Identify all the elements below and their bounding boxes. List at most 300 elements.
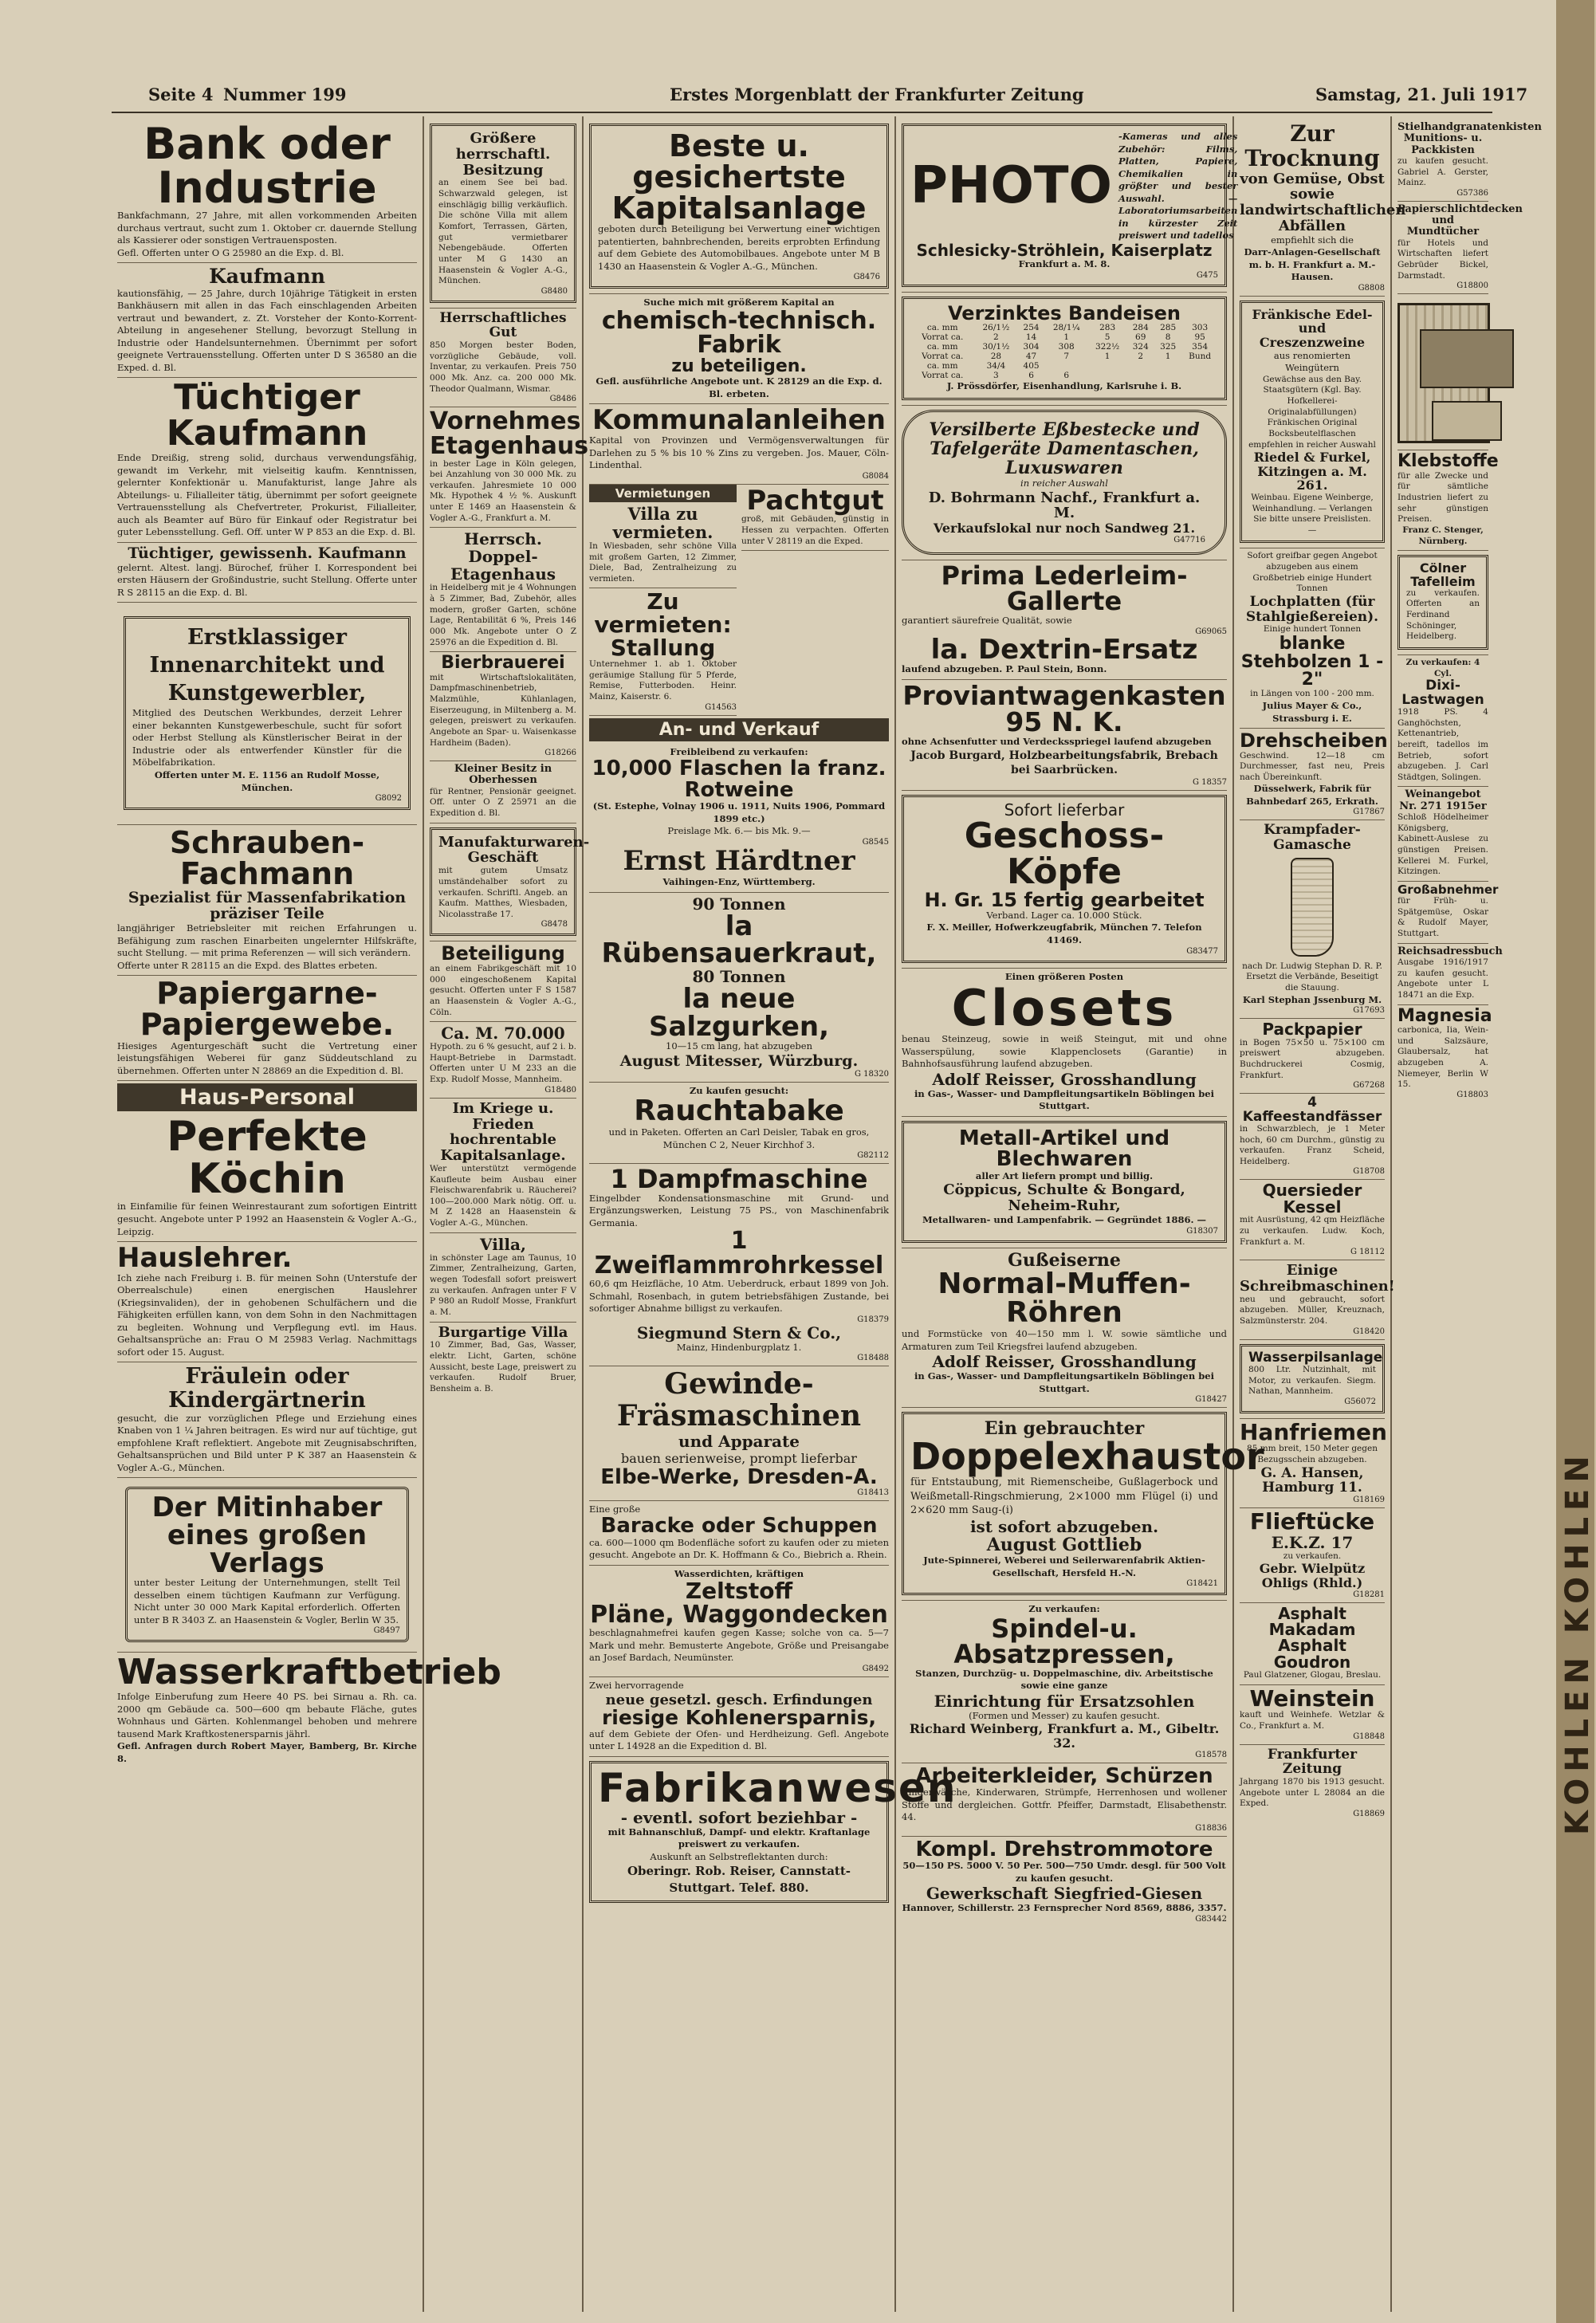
ad-seller: Franz C. Stenger, Nürnberg.	[1402, 525, 1484, 546]
ad-title: la neue Salzgurken,	[648, 983, 830, 1043]
ad-kommunalanleihen	[589, 404, 889, 484]
ad-address: Verkaufslokal nur noch Sandweg 21.	[933, 521, 1196, 537]
ad-quantity: 80 Tonnen	[692, 967, 786, 986]
ad-title: Klebstoffe	[1397, 451, 1499, 472]
ad-sauerkraut-salzgurken	[589, 893, 889, 1083]
ad-code: G18169	[1353, 1496, 1385, 1505]
ad-title: Dixi-Lastwagen	[1401, 678, 1484, 708]
ad-title: Villa zu vermieten.	[612, 503, 713, 542]
ad-lead: Zu verkaufen:	[1028, 1603, 1100, 1615]
ad-magnesia	[1397, 1005, 1492, 1103]
table-row	[910, 352, 1218, 361]
ad-code: G18281	[1353, 1590, 1385, 1599]
ad-lead: Zu verkaufen: 4 Cyl.	[1405, 658, 1480, 678]
ad-body: Kinderwäsche, Kinderwaren, Strümpfe, Herrenhosen und wollener Stoffe und dergleichen. Gottfr. Pfeiffer, Darmstadt, Elisabethenstr. 44.	[902, 1786, 1227, 1823]
ad-title: Closets	[951, 979, 1177, 1038]
gutter-text: KOHLEN KOHLEN	[1559, 1449, 1596, 1835]
ad-title: Perfekte Köchin	[167, 1113, 368, 1204]
ad-kaffeestandfaesser	[1240, 1094, 1385, 1180]
page-number: Seite 4	[148, 85, 214, 104]
ad-title: Der Mitinhaber eines großen Verlags	[151, 1492, 383, 1579]
ad-body: in schönster Lage am Taunus, 10 Zimmer, Zentralheizung, Garten, wegen Todesfall sofort preiswert zu verkaufen. Anfragen unter F V P 980 an Rudolf Mosse, Frankfurt a. M.	[430, 1252, 576, 1317]
ad-hauslehrer	[117, 1242, 417, 1362]
ad-code: G47716	[1173, 535, 1205, 544]
ad-body: in Einfamilie für feinen Weinrestaurant zum sofortigen Eintritt gesucht. Angebote unter P 1992 an Haasenstein & Vogler A.-G., Leipzig.	[117, 1201, 417, 1237]
table-row	[910, 342, 1218, 352]
ad-burgartige-villa	[430, 1323, 576, 1398]
ad-title: Beteiligung	[441, 942, 565, 965]
ad-trocknung	[1240, 120, 1406, 297]
ad-body: Ausgabe 1916/1917 zu kaufen gesucht. Angebote unter L 18471 an die Exp.	[1397, 957, 1488, 1000]
ad-code: G14563	[705, 702, 737, 712]
ad-bandeisen	[902, 293, 1227, 406]
ad-seller: J. Prössdörfer, Eisenhandlung, Karlsruhe i. B.	[946, 380, 1182, 392]
ad-arbeiterkleider	[902, 1763, 1227, 1837]
ad-title-2: la. Dextrin-Ersatz	[930, 633, 1198, 666]
ad-title: Erstklassiger Innenarchitekt und Kunstgewerbler,	[149, 625, 385, 706]
ad-lead: Zwei hervorragende	[589, 1680, 684, 1691]
ad-proviantwagenkasten	[902, 680, 1227, 792]
ad-title: Drehscheiben	[1240, 729, 1388, 753]
ad-title: Lochplatten (für Stahlgießereien).	[1245, 594, 1379, 625]
ad-title: Quersieder Kessel	[1262, 1181, 1362, 1217]
ad-code: G8480	[541, 286, 568, 296]
ad-code: G83442	[1195, 1914, 1227, 1924]
table-cell: Vorrat ca.	[922, 371, 964, 381]
ad-body: mit gutem Umsatz umständehalber sofort zu verkaufen. Schriftl. Angeb. an Kaufm. Matthes, Wiesbaden, Nicolasstraße 17.	[438, 866, 568, 919]
ad-lead: Suche mich mit größerem Kapital an	[643, 297, 835, 309]
ad-body: mit Bahnanschluß, Dampf- und elektr. Kraftanlage preiswert zu verkaufen.	[607, 1826, 871, 1850]
ad-title: 4 Kaffeestandfässer	[1242, 1095, 1382, 1125]
ad-title: Zur Trocknung	[1244, 120, 1380, 171]
ad-lead: Ein gebrauchter	[984, 1418, 1145, 1440]
ad-seller: August Mitesser, Würzburg.	[619, 1051, 859, 1070]
column-4	[896, 116, 1264, 2312]
table-row	[910, 332, 1218, 342]
ad-maker: Riedel & Furkel, Kitzingen a. M. 261.	[1253, 450, 1371, 493]
table-cell: 304	[1023, 342, 1040, 352]
ad-code: G 18320	[855, 1069, 889, 1079]
table-row	[910, 361, 1218, 371]
ad-code: G 18357	[1193, 778, 1227, 788]
ad-title: Weinstein	[1249, 1684, 1375, 1712]
bandeisen-table	[910, 323, 1218, 380]
section-band-vermietungen: Vermietungen	[589, 485, 737, 502]
table-cell: 3	[993, 371, 999, 381]
ad-grossabnehmer	[1397, 882, 1499, 944]
ad-hypothek-70000	[430, 1022, 576, 1099]
table-cell: 28	[990, 352, 1002, 362]
ad-seller: Adolf Reisser, Grosshandlung	[932, 1069, 1197, 1089]
ad-title: Packpapier	[1262, 1020, 1362, 1040]
ad-reichsadressbuch	[1397, 944, 1503, 1005]
table-cell: Vorrat ca.	[922, 332, 964, 343]
ad-body: zu kaufen gesucht. Gabriel A. Gerster, Mainz.	[1397, 155, 1488, 188]
ad-title: Beste u. gesichertste Kapitalsanlage	[611, 128, 867, 226]
ad-reference: Gefl. ausführliche Angebote unt. K 28129 an die Exp. d. Bl. erbeten.	[596, 375, 883, 399]
ad-body: Hiesiges Agenturgeschäft sucht die Vertretung einer leistungsfähigen Weberei für ganz Süddeutschland zu übernehmen. Offerten unter N 28869 an die Expedition d. Bl.	[117, 1040, 417, 1076]
ad-title: Villa,	[480, 1234, 526, 1254]
ad-dixi-lastwagen	[1397, 655, 1488, 787]
ad-geschoss-koepfe	[902, 791, 1227, 968]
ad-dampfmaschine	[589, 1164, 889, 1366]
ad-price: Preislage Mk. 6.— bis Mk. 9.—	[667, 825, 811, 837]
ad-body: und Formstücke von 40—150 mm l. W. sowie sämtliche und Armaturen zum Teil Kriegsfrei laufend abzugeben.	[902, 1328, 1227, 1352]
ad-title: Kompl. Drehstrommotore	[915, 1837, 1213, 1861]
ad-fraeulein	[117, 1362, 417, 1478]
ad-body: an einem Fabrikgeschäft mit 10 000 eingeschoßenem Kapital gesucht. Offerten unter F S 1587 an Haasenstein & Vogler A.-G., Cöln.	[430, 963, 576, 1017]
ad-title: Bank oder Industrie	[143, 119, 391, 214]
table-cell: 324	[1132, 342, 1149, 352]
ad-body: gesucht, die zur vorzüglichen Pflege und Erziehung eines Knaben von 1 ¼ Jahren beitragen. Es wird nur auf tüchtige, gut empfohlene Kraft reflektiert. Angebote mit Zeugnisabschriften, Gehaltsansprüchen und Bild unter P K 387 an Haasenstein & Vogler A.-G., München.	[117, 1412, 417, 1473]
ad-title: Fränkische Edel- und Creszenzweine	[1252, 306, 1373, 351]
table-cell: 69	[1135, 332, 1146, 343]
ad-lead: Einen größeren Posten	[1004, 970, 1124, 982]
ad-body: Infolge Einberufung zum Heere 40 PS. bei Sirnau a. Rh. ca. 2000 qm Gebäude ca. 500—600 qm bebaute Fläche, gutes Wohnhaus und Gärten. Kohlenmangel behoben und mehrere tausend Mark Kraftkostenersparnis jährl.	[117, 1691, 417, 1739]
ad-title: Asphalt Makadam Asphalt Goudron	[1268, 1603, 1356, 1672]
ad-stielhandgranatenkisten	[1397, 120, 1542, 202]
ad-body: groß, mit Gebäuden, günstig in Hessen zu verpachten. Offerten unter V 28119 an die Exped.	[741, 514, 889, 546]
ad-body: und in Paketen. Offerten an Carl Deisler, Tabak en gros, München C 2, Neuer Kirchhof 3.	[608, 1126, 870, 1150]
ad-body: Unternehmer 1. ab 1. Oktober geräumige Stallung für 5 Pferde, Remise, Futterboden. Heinr. Mainz, Kaiserstr. 6.	[589, 659, 737, 702]
ad-subtitle: ist sofort abzugeben.	[969, 1516, 1159, 1536]
column-6	[1392, 116, 1542, 2312]
ad-seller: Richard Weinberg, Frankfurt a. M., Gibeltr. 32.	[909, 1721, 1220, 1751]
ad-code: G18427	[1195, 1395, 1227, 1405]
table-cell: 322½	[1095, 342, 1120, 352]
table-cell: 30/1½	[982, 342, 1010, 352]
section-band-haus-personal: Haus-Personal	[117, 1083, 417, 1111]
table-cell: 7	[1063, 352, 1070, 362]
ad-code: G56072	[1344, 1397, 1376, 1406]
ad-body: Stanzen, Durchzüg- u. Doppelmaschine, div. Arbeitstische sowie eine ganze	[915, 1667, 1213, 1692]
ad-gewinde-fraesmaschinen	[589, 1366, 889, 1500]
table-cell: 14	[1025, 332, 1037, 343]
ad-seller: August Gottlieb	[986, 1534, 1142, 1555]
ad-body: 850 Morgen bester Boden, vorzügliche Gebäude, voll. Inventar, zu verkaufen. Preis 750 000 Mk. Anz. ca. 200 000 Mk. Theodor Qualmann, Wismar.	[430, 340, 576, 394]
table-cell: 2	[993, 332, 999, 343]
ad-title: Tüchtiger Kaufmann	[166, 377, 368, 454]
ad-code: G69065	[1195, 627, 1227, 636]
ad-body: für Früh- u. Spätgemüse, Oskar & Rudolf Mayer, Stuttgart.	[1397, 896, 1488, 939]
ad-title: Kaufmann	[209, 265, 325, 289]
ad-body: mit Ausrüstung, 42 qm Heizfläche zu verkaufen. Ludw. Koch, Frankfurt a. M.	[1240, 1215, 1386, 1247]
ad-asphalt	[1240, 1603, 1385, 1685]
ad-reference: Auskunft an Selbstreflektanten durch:	[650, 1850, 828, 1862]
ad-maker: Karl Stephan Jssenburg M.	[1242, 993, 1382, 1005]
ad-quersieder-kessel	[1240, 1180, 1385, 1260]
ad-subtitle: - eventl. sofort beziehbar -	[620, 1807, 858, 1827]
ad-body-2: (Formen und Messer) zu kaufen gesucht.	[969, 1709, 1160, 1721]
table-row	[910, 371, 1218, 380]
ad-innenarchitekt	[117, 603, 417, 825]
ad-title: Großabnehmer	[1397, 882, 1499, 897]
ad-title: Normal-Muffen-Röhren	[938, 1267, 1191, 1330]
ad-wasserkraftbetrieb	[117, 1652, 501, 1768]
ad-closets	[902, 969, 1227, 1117]
ad-title: Einige Schreibmaschinen!	[1240, 1262, 1395, 1295]
table-cell	[1127, 371, 1154, 380]
ad-title-2: blanke Stehbolzen 1 - 2"	[1240, 634, 1384, 690]
ad-code: G18488	[857, 1354, 889, 1363]
ad-flieftuecke	[1240, 1508, 1385, 1602]
ad-doppel-etagenhaus	[430, 528, 576, 652]
table-cell: Bund	[1189, 352, 1212, 362]
table-cell: 28/1¼	[1052, 323, 1080, 333]
ad-body: Schloß Hödelheimer Königsberg, Kabinett-Auslese zu günstigen Preisen. Kellerei M. Furkel, Kitzingen.	[1397, 812, 1488, 877]
ad-body: Gewächse aus den Bay. Staatsgütern (Kgl. Bay. Hofkellerei-Originalabfüllungen) Fränkischen Original Bocksbeutelflaschen empfehlen in reicher Auswahl	[1248, 374, 1376, 450]
ad-code: G18578	[1195, 1750, 1227, 1759]
table-cell: 254	[1023, 323, 1040, 333]
ad-title: Versilberte Eßbestecke und Tafelgeräte Damentaschen, Luxuswaren	[929, 419, 1200, 478]
ad-code: G17693	[1353, 1006, 1385, 1016]
ad-papiergarne	[117, 976, 417, 1081]
ad-title: Geschoss-Köpfe	[964, 815, 1165, 892]
table-cell: 283	[1099, 323, 1116, 333]
table-cell: 285	[1160, 323, 1177, 333]
ad-code: G18836	[1195, 1823, 1227, 1833]
section-band-an-und-verkauf: An- und Verkauf	[589, 718, 889, 741]
ad-agent: Oberingr. Rob. Reiser, Cannstatt-Stuttgart. Telef. 880.	[627, 1864, 851, 1895]
table-cell	[1181, 361, 1218, 371]
ad-title: Herrschaftliches Gut	[439, 309, 567, 341]
table-cell	[1127, 361, 1154, 371]
ad-title-2: riesige Kohlenersparnis,	[601, 1706, 877, 1730]
ad-code: G18480	[544, 1085, 576, 1095]
table-cell: ca. mm	[926, 323, 958, 333]
ad-title: Flieftücke	[1249, 1508, 1375, 1535]
ad-title: Krampfader-Gamasche	[1264, 822, 1361, 854]
ad-lead: Freibleibend zu verkaufen:	[670, 745, 808, 757]
stove-illustration	[1397, 303, 1490, 443]
ad-title: Herrsch. Doppel-Etagenhaus	[450, 529, 556, 584]
table-cell	[1181, 371, 1218, 380]
ad-herrschaftliche-besitzung	[430, 120, 576, 309]
binding-gutter	[1556, 0, 1594, 2323]
ad-title: Proviantwagenkasten 95 N. K.	[902, 679, 1226, 738]
ad-title: PHOTO	[910, 156, 1112, 216]
ad-title-2: Pläne, Waggondecken	[590, 1600, 888, 1629]
table-cell: 308	[1058, 342, 1075, 352]
ad-subtitle: Spezialist für Massenfabrikation präziser Teile	[128, 888, 407, 923]
ad-code: G18800	[1456, 281, 1488, 291]
ad-title: Doppelexhaustor	[910, 1435, 1264, 1479]
ad-body: für Rentner, Pensionär geeignet. Off. unter O Z 25971 an die Expedition d. Bl.	[430, 786, 576, 819]
ad-body: Jahrgang 1870 bis 1913 gesucht. Angebote unter L 28084 an die Exped.	[1240, 1776, 1385, 1809]
ad-lead: Zu kaufen gesucht:	[689, 1084, 789, 1096]
column-5	[1234, 116, 1406, 2312]
ad-seller: Gewerkschaft Siegfried-Giesen	[926, 1884, 1203, 1904]
ad-body: nach Dr. Ludwig Stephan D. R. P. Ersetzt die Verbände, Beseitigt die Stauung.	[1242, 961, 1382, 993]
ad-subtitle: aus renomierten Weingütern	[1273, 349, 1351, 374]
ad-title: Weinangebot Nr. 271 1915er	[1399, 788, 1487, 812]
ad-doppelexhaustor	[902, 1408, 1264, 1601]
ad-body: ca. 600—1000 qm Bodenfläche sofort zu kaufen oder zu mieten gesucht. Angebote an Dr. K. Hoffmann & Co., Biebrich a. Rhein.	[589, 1536, 889, 1561]
table-cell	[1088, 361, 1127, 371]
ad-title: Pachtgut	[746, 484, 884, 517]
table-cell: 95	[1194, 332, 1205, 343]
ad-code: G83477	[1186, 946, 1218, 956]
ad-maker: Jacob Burgard, Holzbearbeitungsfabrik, Brebach bei Saarbrücken.	[910, 749, 1218, 777]
ad-body: benau Steinzeug, sowie in weiß Steingut, mit und ohne Wasserspülung, sowie Klappenclosets (Garantie) in Bahnhofsausführung laufend abzugeben.	[902, 1033, 1227, 1070]
ad-stallung	[589, 588, 737, 715]
ad-body: neu und gebraucht, sofort abzugeben. Müller, Kreuznach, Salzmünsterstr. 204.	[1240, 1294, 1385, 1327]
table-cell: 8	[1165, 332, 1171, 343]
ad-body: in Schwarzblech, je 1 Meter hoch, 60 cm Durchm., günstig zu verkaufen. Franz Scheid, Heidelberg.	[1240, 1123, 1385, 1166]
ad-seller: Ernst Härdtner	[623, 844, 855, 877]
ad-code: G57386	[1456, 188, 1488, 198]
ad-hanfriemen	[1240, 1419, 1385, 1508]
ad-etagenhaus	[430, 407, 589, 528]
ad-shop: D. Bohrmann Nachf., Frankfurt a. M.	[928, 489, 1201, 522]
ad-body: 85 mm breit, 150 Meter gegen Bezugsschein abzugeben.	[1247, 1444, 1378, 1465]
ad-code: G18266	[544, 749, 576, 758]
ad-title: Verzinktes Bandeisen	[948, 301, 1181, 324]
table-cell: 325	[1160, 342, 1177, 352]
ad-weinangebot	[1397, 787, 1488, 881]
ad-body: 1918 PS. 4 Ganghöchsten, Kettenantrieb, bereift, tadellos im Betrieb, sofort abzugeben. J. Carl Städtgen, Solingen.	[1397, 706, 1488, 782]
ad-kapitalsanlage-auto	[589, 120, 889, 294]
table-cell: 6	[1028, 371, 1034, 381]
ad-title: chemisch-technisch. Fabrik	[601, 306, 877, 360]
ad-rotweine	[589, 744, 889, 893]
ad-body: 10 Zimmer, Bad, Gas, Wasser, elektr. Licht, Garten, schöne Aussicht, beste Lage, preiswert zu verkaufen. Rudolf Bruer, Bensheim a. B.	[430, 1340, 576, 1393]
column-1	[112, 116, 501, 2312]
ad-title: Prima Lederleim-Gallerte	[941, 560, 1188, 617]
ad-kapitalsanlage	[430, 1099, 576, 1233]
ad-body: empfiehlt sich die	[1271, 234, 1354, 246]
table-cell: ca. mm	[926, 342, 958, 352]
header-rule	[112, 112, 1492, 113]
ad-code: G 18112	[1350, 1248, 1385, 1257]
ad-title-2: Einrichtung für Ersatzsohlen	[934, 1691, 1195, 1711]
ad-seller: Adolf Reisser, Grosshandlung	[932, 1352, 1197, 1372]
table-cell: 2	[1138, 352, 1144, 362]
table-cell: 6	[1063, 371, 1070, 381]
ad-title: Kommunalanleihen	[592, 404, 886, 437]
ad-lead: Wasserdichten, kräftigen	[674, 1567, 804, 1579]
ad-subtitle: Metallwaren- und Lampenfabrik. — Gegründet 1886. —	[922, 1213, 1207, 1225]
ad-ofen-illustration	[1397, 294, 1488, 450]
ad-title: Bierbrauerei	[441, 653, 565, 674]
ad-title: Metall-Artikel und Blechwaren	[958, 1126, 1170, 1172]
ad-title: la Rübensauerkraut,	[601, 910, 877, 970]
ad-manufakturwaren	[430, 823, 590, 942]
table-cell: 303	[1192, 323, 1209, 333]
ad-title: Rauchtabake	[634, 1095, 844, 1128]
ad-body: Ich ziehe nach Freiburg i. B. für meinen Sohn (Unterstufe der Oberrealschule) einen energischen Hauslehrer (Kriegsinvaliden), der in gehobenen Schulfächern und die Fähigkeiten erfüllen kann, von dem Sohn in den Nachmittagen zu begleiten. Wohnung und Verpflegung evtl. im Haus. Gehaltsansprüche an: Frau O M 25983 Verlag. Nachmittags sofort oder 15. August.	[117, 1272, 417, 1358]
ad-code: G18869	[1353, 1809, 1385, 1818]
ad-seller: Gebr. Wielpütz Ohligs (Rhld.)	[1259, 1561, 1366, 1590]
ad-subtitle: in reicher Auswahl	[1020, 478, 1108, 489]
ad-subtitle: H. Gr. 15 fertig gearbeitet	[924, 888, 1205, 911]
issue-number: Nummer 199	[223, 85, 347, 104]
column-2	[424, 116, 590, 2312]
ad-body: Verband. Lager ca. 10.000 Stück.	[986, 909, 1142, 921]
ad-maker: Darr-Anlagen-Gesellschaft m. b. H. Frankfurt a. M.-Hausen.	[1244, 246, 1381, 283]
ad-reference: Offerte unter R 28115 an die Expd. des Blattes erbeten.	[117, 959, 378, 971]
ad-body: ohne Achsenfutter und Verdecksspriegel laufend abzugeben	[902, 736, 1212, 748]
ad-title: Vornehmes Etagenhaus	[430, 407, 589, 460]
ad-subtitle: von Gemüse, Obst sowie landwirtschaftlichen Abfällen	[1240, 170, 1406, 234]
table-cell: 26/1½	[982, 323, 1010, 333]
table-cell	[1154, 361, 1181, 371]
ad-reference: Gefl. Anfragen durch Robert Mayer, Bamberg, Br. Kirche 8.	[117, 1740, 417, 1764]
ad-body: aller Art liefern prompt und billig.	[975, 1169, 1154, 1181]
ad-title-2: 1 Zweiflammrohrkessel	[594, 1227, 884, 1279]
ad-rauchtabake	[589, 1083, 889, 1164]
ad-villa	[430, 1233, 576, 1323]
ad-code: G18803	[1456, 1090, 1488, 1099]
ad-krampfader-gamasche	[1240, 820, 1385, 1019]
ad-fabrikanwesen	[589, 1757, 957, 1908]
ad-detail: (St. Estephe, Volnay 1906 u. 1911, Nuits 1906, Pommard 1899 etc.)	[592, 800, 886, 824]
ad-code: G8545	[862, 837, 889, 847]
ad-body: an einem See bei bad. Schwarzwald gelegen, ist einschlägig billig verkäuflich. Die schöne Villa mit allem Komfort, Terrassen, Gärten, gut vermietbarer Nebengebäude. Offerten unter M G 1430 an Haasenstein & Vogler A.-G., München.	[438, 178, 568, 286]
ad-lederleim	[902, 560, 1227, 680]
ad-code: G8808	[1358, 283, 1385, 293]
ad-body: 50—150 PS. 5000 V. 50 Per. 500—750 Umdr. desgl. für 500 Volt zu kaufen gesucht.	[902, 1860, 1226, 1884]
ad-title: 1 Dampfmaschine	[610, 1164, 868, 1195]
ad-packpapier	[1240, 1019, 1385, 1094]
ad-code: G18413	[857, 1488, 889, 1497]
ad-seller: Siegmund Stern & Co.,	[636, 1323, 842, 1342]
ad-villa-vermieten	[589, 502, 737, 589]
ad-body: gelernt. Altest. langj. Bürochef, früher I. Korrespondent bei ersten Häusern der Großindustrie, sucht Stellung. Offerte unter R S 28115 an die Exp. d. Bl.	[117, 561, 417, 598]
ad-body: geboten durch Beteiligung bei Verwertung einer wichtigen patentierten, bahnbrechenden, bereits erprobten Erfindung auf dem Gebiete des Automobilbaues. Angebote unter M B 1430 an Haasenstein & Vogler A.-G., München.	[598, 223, 880, 272]
ad-code: G18379	[857, 1315, 889, 1324]
ad-lead: Gußeiserne	[1008, 1249, 1121, 1271]
ad-place: Jute-Spinnerei, Weberei und Seilerwarenfabrik Aktien-Gesellschaft, Hersfeld H.-N.	[923, 1555, 1205, 1578]
ad-maker: Cöppicus, Schulte & Bongard, Neheim-Ruhr,	[943, 1181, 1185, 1215]
table-cell: Vorrat ca.	[922, 352, 964, 362]
ad-title: Arbeiterkleider, Schürzen	[915, 1763, 1213, 1788]
ad-code: G8478	[541, 920, 568, 930]
table-cell	[1045, 361, 1088, 371]
ad-subtitle: und Apparate	[678, 1431, 800, 1451]
issue-date: Samstag, 21. Juli 1917	[1315, 85, 1528, 104]
ad-subtitle: E.K.Z. 17	[1271, 1532, 1354, 1552]
ad-body: In Wiesbaden, sehr schöne Villa mit großem Garten, 12 Zimmer, Diele, Bad, Zentralheizung zu vermieten.	[589, 540, 737, 584]
ad-body: Ende Dreißig, streng solid, durchaus verwendungsfähig, gewandt im Verkehr, mit vielseitig kaufm. Kenntnissen, gelernter Konfektionär u. Manufakturist, lange Jahre als Abteilungs- u. Filialleiter tätig, übernimmt per sofort geeignete Vertrauensstellung als Chefvertreter, Prokurist, Filialleiter, auch als Beamter auf Büro für Einkauf oder Registratur bei guter Lebensstellung. Gefl. Off. unter W P 853 an die Exp. d. Bl.	[117, 452, 417, 538]
ad-body: für alle Zwecke und für sämtliche Industrien liefert zu sehr günstigen Preisen.	[1397, 470, 1488, 525]
ad-muffen-roehren	[902, 1248, 1227, 1409]
ad-zeltstoff	[589, 1566, 889, 1677]
table-cell: 47	[1025, 352, 1037, 362]
ad-baracke	[589, 1501, 889, 1566]
ad-weinstein	[1240, 1685, 1385, 1745]
table-cell: 5	[1104, 332, 1111, 343]
ad-lead: Sofort lieferbar	[1004, 800, 1125, 820]
ad-title: Größere herrschaftl. Besitzung	[455, 130, 551, 179]
ad-title: Schrauben-Fachmann	[169, 825, 365, 891]
ad-title: Hanfriemen	[1240, 1418, 1387, 1445]
ad-place: Hannover, Schillerstr. 23 Fernsprecher Nord 8569, 8886, 3357.	[902, 1902, 1227, 1914]
ad-body: 10—15 cm lang, hat abzugeben	[666, 1040, 812, 1052]
ad-reference: Gefl. Offerten unter O G 25980 an die Exp. d. Bl.	[117, 246, 344, 258]
ad-mitinhaber-verlag	[117, 1478, 417, 1653]
ad-bank-industrie	[117, 120, 417, 263]
ad-title: Cölner Tafelleim	[1410, 560, 1476, 589]
ad-tuechtiger-kaufmann	[117, 378, 417, 542]
ad-place: in Gas-, Wasser- und Dampfleitungsartikeln Böblingen bei Stuttgart.	[914, 1370, 1214, 1394]
ad-body: für Entstaubung, mit Riemenscheibe, Gußlagerbock und Weißmetall-Ringschmierung, 2×1000 mm Flügel (i) und 2×620 mm Saug-(i)	[910, 1476, 1218, 1517]
ad-spindelpressen	[902, 1601, 1227, 1763]
ad-body: Eingelbder Kondensationsmaschine mit Grund- und Ergänzungswerken, Leistung 75 PS., von Maschinenfabrik Germania.	[589, 1192, 889, 1228]
ad-maker: Düsselwerk, Fabrik für Bahnbedarf 265, Erkrath.	[1246, 783, 1378, 807]
ad-place: Mainz, Hindenburgplatz 1.	[676, 1341, 802, 1353]
table-cell: 354	[1192, 342, 1209, 352]
